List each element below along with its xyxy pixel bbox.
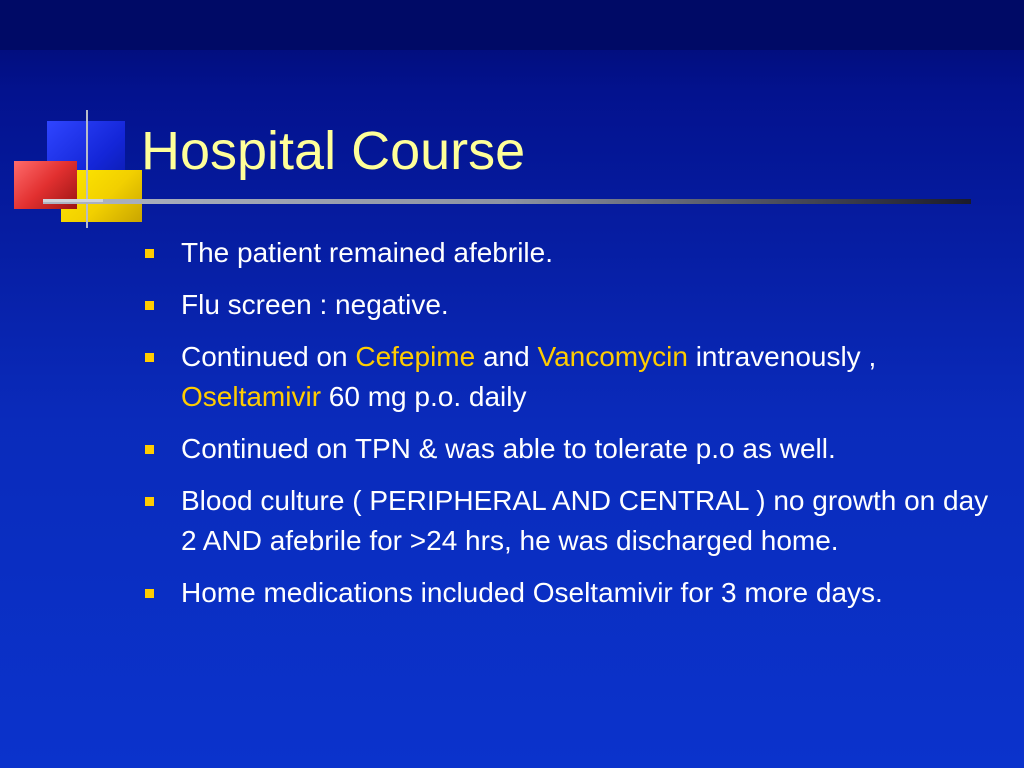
square-bullet-icon [145,445,154,454]
bullet-text-segment: 60 mg p.o. daily [321,381,527,412]
header-band [0,0,1024,50]
drug-name-vancomycin: Vancomycin [537,341,688,372]
bullet-item [145,481,1005,561]
bullet-text: Continued on TPN & was able to tolerate p.o as well. [181,433,836,464]
bullet-list [145,233,1005,625]
bullet-item [145,573,1005,613]
bullet-item [145,429,1005,469]
bullet-text-segment: intravenously , [687,341,877,372]
bullet-text: Blood culture ( PERIPHERAL AND CENTRAL ) no growth on day 2 AND afebrile for >24 hrs, he was discharged home. [181,485,989,556]
square-bullet-icon [145,249,154,258]
slide-title: Hospital Course [141,121,526,181]
drug-name-oseltamivir: Oseltamivir [181,381,322,412]
bullet-text-segment: and [475,341,538,372]
bullet-item [145,337,1005,417]
bullet-item [145,285,1005,325]
bullet-item [145,233,1005,273]
square-bullet-icon [145,301,154,310]
title-underline-rule [43,199,971,204]
title-underline-highlight [43,199,103,202]
square-bullet-icon [145,353,154,362]
bullet-text: The patient remained afebrile. [181,237,553,268]
bullet-text: Home medications included Oseltamivir for 3 more days. [181,577,883,608]
overlapping-squares-logo-icon [0,0,150,240]
bullet-text-segment: Continued on [181,341,356,372]
vertical-rule [86,110,88,228]
square-bullet-icon [145,589,154,598]
bullet-text: Flu screen : negative. [181,289,449,320]
square-bullet-icon [145,497,154,506]
drug-name-cefepime: Cefepime [355,341,476,372]
